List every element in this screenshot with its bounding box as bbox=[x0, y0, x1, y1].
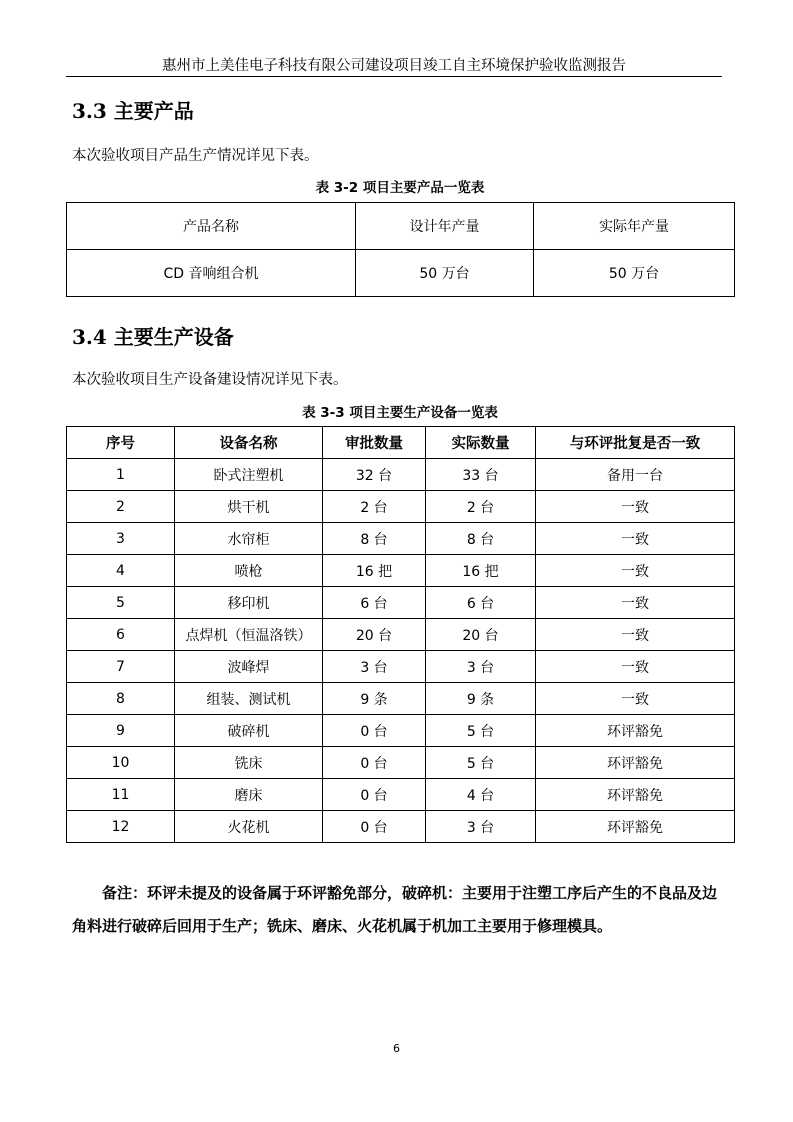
table-cell: 烘干机 bbox=[175, 491, 323, 523]
column-header: 审批数量 bbox=[323, 427, 426, 459]
table-cell: 32 台 bbox=[323, 459, 426, 491]
table-cell: 20 台 bbox=[323, 619, 426, 651]
table-cell: 磨床 bbox=[175, 779, 323, 811]
table-cell: 点焊机（恒温洛铁） bbox=[175, 619, 323, 651]
table-cell: 火花机 bbox=[175, 811, 323, 843]
table-header-row bbox=[67, 427, 735, 459]
table-cell: 7 bbox=[67, 651, 175, 683]
table-cell: 50 万台 bbox=[534, 250, 735, 297]
table-cell: 6 台 bbox=[323, 587, 426, 619]
table-cell: 组装、测试机 bbox=[175, 683, 323, 715]
column-header: 与环评批复是否一致 bbox=[536, 427, 735, 459]
table-cell: 9 条 bbox=[426, 683, 536, 715]
table-cell: 12 bbox=[67, 811, 175, 843]
equipment-table-caption: 表 3-3 项目主要生产设备一览表 bbox=[302, 405, 498, 421]
table-cell: 5 台 bbox=[426, 747, 536, 779]
table-cell: 5 bbox=[67, 587, 175, 619]
table-cell: 5 台 bbox=[426, 715, 536, 747]
table-row bbox=[67, 779, 735, 811]
table-row bbox=[67, 651, 735, 683]
table-row bbox=[67, 491, 735, 523]
column-header: 序号 bbox=[67, 427, 175, 459]
table-cell: 波峰焊 bbox=[175, 651, 323, 683]
table-cell: 2 bbox=[67, 491, 175, 523]
table-cell: 16 把 bbox=[323, 555, 426, 587]
table-cell: 破碎机 bbox=[175, 715, 323, 747]
table-cell: 10 bbox=[67, 747, 175, 779]
table-cell: 3 台 bbox=[323, 651, 426, 683]
column-header: 实际数量 bbox=[426, 427, 536, 459]
column-header: 设备名称 bbox=[175, 427, 323, 459]
table-cell: 0 台 bbox=[323, 779, 426, 811]
products-intro: 本次验收项目产品生产情况详见下表。 bbox=[72, 148, 319, 164]
table-cell: 喷枪 bbox=[175, 555, 323, 587]
table-row bbox=[67, 811, 735, 843]
table-cell: 备用一台 bbox=[536, 459, 735, 491]
table-cell: 8 bbox=[67, 683, 175, 715]
column-header: 产品名称 bbox=[67, 203, 356, 250]
table-cell: 20 台 bbox=[426, 619, 536, 651]
table-cell: 2 台 bbox=[426, 491, 536, 523]
table-cell: 0 台 bbox=[323, 715, 426, 747]
table-cell: 3 台 bbox=[426, 811, 536, 843]
table-cell: 8 台 bbox=[426, 523, 536, 555]
table-cell: 一致 bbox=[536, 555, 735, 587]
equipment-table bbox=[66, 426, 735, 843]
table-cell: 水帘柜 bbox=[175, 523, 323, 555]
equipment-note: 备注：环评未提及的设备属于环评豁免部分，破碎机：主要用于注塑工序后产生的不良品及边角料进行破碎后回用于生产；铣床、磨床、火花机属于机加工主要用于修理模具。 bbox=[72, 884, 718, 935]
table-cell: 6 bbox=[67, 619, 175, 651]
header-rule bbox=[66, 76, 722, 77]
table-row bbox=[67, 683, 735, 715]
table-cell: 33 台 bbox=[426, 459, 536, 491]
table-cell: 8 台 bbox=[323, 523, 426, 555]
table-cell: 50 万台 bbox=[356, 250, 534, 297]
table-cell: 一致 bbox=[536, 491, 735, 523]
table-cell: 一致 bbox=[536, 683, 735, 715]
table-cell: 环评豁免 bbox=[536, 715, 735, 747]
table-cell: 一致 bbox=[536, 619, 735, 651]
table-row bbox=[67, 715, 735, 747]
table-cell: 环评豁免 bbox=[536, 779, 735, 811]
table-cell: 0 台 bbox=[323, 811, 426, 843]
table-row bbox=[67, 523, 735, 555]
page-header-title: 惠州市上美佳电子科技有限公司建设项目竣工自主环境保护验收监测报告 bbox=[162, 58, 626, 74]
table-cell: 9 条 bbox=[323, 683, 426, 715]
table-cell: 6 台 bbox=[426, 587, 536, 619]
column-header: 实际年产量 bbox=[534, 203, 735, 250]
table-cell: 铣床 bbox=[175, 747, 323, 779]
table-cell: 11 bbox=[67, 779, 175, 811]
table-cell: CD 音响组合机 bbox=[67, 250, 356, 297]
table-cell: 一致 bbox=[536, 523, 735, 555]
equipment-intro: 本次验收项目生产设备建设情况详见下表。 bbox=[72, 372, 348, 388]
section-heading-products: 3.3 主要产品 bbox=[72, 99, 194, 123]
products-table-caption: 表 3-2 项目主要产品一览表 bbox=[315, 180, 485, 196]
table-cell: 一致 bbox=[536, 651, 735, 683]
table-cell: 环评豁免 bbox=[536, 811, 735, 843]
table-cell: 4 台 bbox=[426, 779, 536, 811]
products-table bbox=[66, 202, 735, 297]
column-header: 设计年产量 bbox=[356, 203, 534, 250]
table-row bbox=[67, 619, 735, 651]
table-cell: 3 bbox=[67, 523, 175, 555]
table-row bbox=[67, 459, 735, 491]
table-row bbox=[67, 747, 735, 779]
table-row bbox=[67, 555, 735, 587]
table-cell: 16 把 bbox=[426, 555, 536, 587]
page-number: 6 bbox=[393, 1042, 400, 1055]
table-cell: 9 bbox=[67, 715, 175, 747]
table-cell: 3 台 bbox=[426, 651, 536, 683]
table-cell: 移印机 bbox=[175, 587, 323, 619]
table-cell: 2 台 bbox=[323, 491, 426, 523]
table-row bbox=[67, 250, 735, 297]
table-cell: 1 bbox=[67, 459, 175, 491]
table-header-row bbox=[67, 203, 735, 250]
section-heading-equipment: 3.4 主要生产设备 bbox=[72, 325, 234, 349]
table-cell: 卧式注塑机 bbox=[175, 459, 323, 491]
table-cell: 环评豁免 bbox=[536, 747, 735, 779]
table-row bbox=[67, 587, 735, 619]
table-cell: 4 bbox=[67, 555, 175, 587]
table-cell: 一致 bbox=[536, 587, 735, 619]
table-cell: 0 台 bbox=[323, 747, 426, 779]
